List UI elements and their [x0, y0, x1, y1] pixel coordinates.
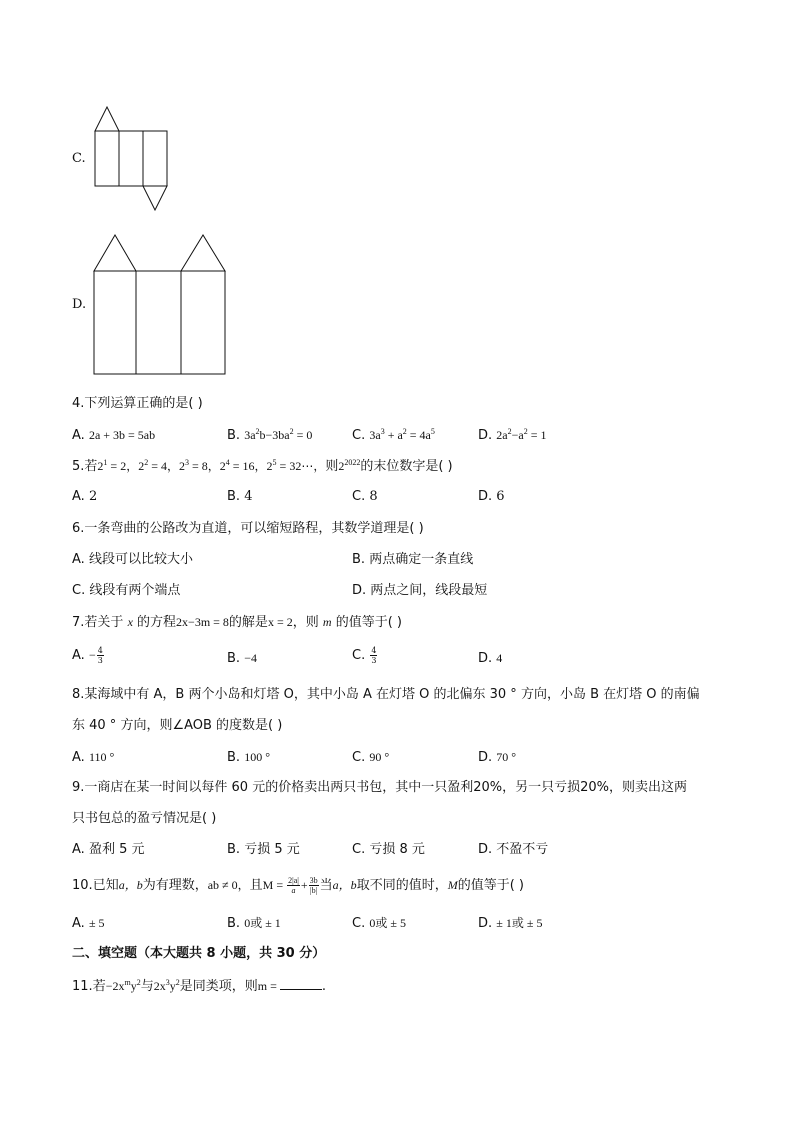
q10-text: 已知 [92, 878, 119, 893]
option-letter: D. [478, 750, 493, 765]
q7-text: 的解是 [228, 615, 268, 630]
q5-stem-suffix: 则$2^{2022}$的末位数字是( ) [325, 458, 453, 474]
option-letter: C. [352, 916, 366, 931]
question-6 [72, 520, 424, 538]
q7-option-b [227, 649, 257, 668]
option-letter: A. [72, 916, 85, 931]
q5-option-c [352, 488, 378, 506]
q7-solution: x = 2 [267, 615, 293, 629]
q11-end: . [321, 979, 326, 994]
q8-option-b [227, 748, 270, 767]
question-10 [72, 876, 524, 895]
q10-option-c [352, 914, 406, 933]
q11-term-1: $-2x^my^2$ [105, 978, 141, 993]
option-letter: B. [227, 916, 241, 931]
option-text: 100 ° [244, 750, 271, 764]
option-text: 8 [369, 489, 378, 504]
option-sign: − [88, 648, 96, 662]
q11-text: 与 [140, 979, 154, 994]
option-text: 两点确定一条直线 [369, 552, 474, 567]
option-letter: A. [72, 552, 85, 567]
q7-option-a [72, 646, 105, 665]
option-letter: C. [72, 583, 86, 598]
option-letter: D. [478, 916, 493, 931]
figure-d-prism-net [92, 233, 232, 378]
q10-text: 且 [249, 878, 263, 893]
question-9-line-1 [72, 779, 687, 797]
option-letter: A. [72, 842, 85, 857]
q10-number: 10. [72, 878, 93, 893]
q8-number: 8. [72, 687, 85, 702]
option-text: 6 [496, 489, 505, 504]
option-text: 0或 ± 1 [244, 916, 281, 930]
fraction: $\frac{4}{3}$ [97, 646, 103, 665]
q5-option-b [227, 488, 252, 506]
q7-var-x: x [127, 615, 133, 629]
q10-option-a [72, 914, 105, 933]
option-letter: B. [227, 428, 241, 443]
option-letter: B. [227, 750, 241, 765]
q9-number: 9. [72, 780, 85, 795]
q11-number: 11. [72, 979, 93, 994]
q10-m-eq: M = [262, 878, 287, 892]
option-letter: A. [72, 750, 85, 765]
option-expr: $3a^2b-3ba^2 = 0$ [244, 427, 313, 442]
q6-stem: 一条弯曲的公路改为直道，可以缩短路程，其数学道理是( ) [84, 521, 424, 536]
q11-answer-prefix: m = [257, 979, 280, 993]
q7-option-c [352, 646, 378, 665]
question-9-line-2 [72, 810, 216, 828]
q10-condition: ab ≠ 0， [207, 878, 250, 892]
option-letter: C. [352, 750, 366, 765]
q6-option-a [72, 551, 193, 569]
question-4 [72, 395, 203, 413]
option-text: 不盈不亏 [496, 842, 549, 857]
q6-option-d [352, 582, 487, 600]
q5-number: 5. [72, 459, 85, 474]
q5-option-d [478, 488, 505, 506]
q4-number: 4. [72, 396, 85, 411]
option-text: 0或 ± 5 [369, 916, 406, 930]
option-c-label: C. [72, 151, 86, 166]
q10-text: 为有理数， [142, 878, 208, 893]
option-text: 亏损 5 元 [244, 842, 300, 857]
q4-option-d [478, 426, 547, 445]
q9-option-d [478, 841, 548, 859]
q8-option-d [478, 748, 516, 767]
option-text: 110 ° [88, 750, 115, 764]
option-letter: B. [352, 552, 366, 567]
q5-stem-prefix: 若 [84, 459, 98, 474]
q10-vars: a，b [332, 878, 357, 892]
question-7 [72, 613, 402, 632]
option-text: 两点之间，线段最短 [370, 583, 488, 598]
figure-c-prism-net [90, 103, 170, 213]
question-8-line-1 [72, 686, 700, 704]
q10-var-m: M [447, 878, 458, 892]
option-letter: A. [72, 648, 85, 663]
option-expr: $2a^2-a^2 = 1$ [496, 427, 547, 442]
q10-option-d [478, 914, 542, 933]
q6-option-b [352, 551, 473, 569]
option-letter: D. [478, 651, 493, 666]
option-text: 90 ° [369, 750, 390, 764]
q7-equation: 2x−3m = 8 [176, 615, 229, 629]
question-8-line-2 [72, 717, 282, 735]
q7-var-m: m [322, 615, 332, 629]
q8-option-c [352, 748, 389, 767]
q9-option-b [227, 841, 300, 859]
q4-option-c [352, 426, 435, 445]
option-text: 4 [244, 489, 253, 504]
q5-option-a [72, 488, 97, 506]
q10-vars: a，b [118, 878, 143, 892]
q7-text: 的值等于( ) [335, 615, 402, 630]
option-text: −4 [244, 651, 257, 665]
q9-stem-line-2: 只书包总的盈亏情况是( ) [72, 811, 217, 826]
q10-text: 取不同的值时， [356, 878, 448, 893]
option-letter: C. [352, 648, 366, 663]
question-5 [72, 457, 453, 476]
q6-option-c [72, 582, 180, 600]
q11-term-2: $2x^3y^2$ [153, 978, 180, 993]
q10-fraction-1: $\frac{2|a|}{a}$ [288, 876, 299, 895]
option-letter: B. [227, 842, 241, 857]
q7-text: 的方程 [137, 615, 177, 630]
option-letter: C. [352, 842, 366, 857]
q4-option-a [72, 426, 155, 445]
option-letter: C. [352, 489, 366, 504]
option-text: 4 [496, 651, 503, 665]
option-letter: C. [352, 428, 366, 443]
option-letter: A. [72, 428, 85, 443]
q7-option-d [478, 649, 502, 668]
option-text: 盈利 5 元 [88, 842, 145, 857]
q7-text: ，则 [292, 615, 319, 630]
section-2-heading: 二、填空题（本大题共 8 小题，共 30 分） [72, 946, 326, 961]
q7-number: 7. [72, 615, 85, 630]
option-text: 线段可以比较大小 [88, 552, 193, 567]
option-text: 线段有两个端点 [89, 583, 181, 598]
option-text: ± 5 [88, 916, 105, 930]
q4-option-b [227, 426, 312, 445]
q9-option-c [352, 841, 425, 859]
option-d-label: D. [72, 297, 87, 312]
q5-powers: $2^1 = 2$，$2^2 = 4$，$2^3 = 8$，$2^4 = 16$，$2^5$ = 32⋯， [97, 458, 326, 473]
option-letter: D. [478, 842, 493, 857]
option-letter: D. [478, 428, 493, 443]
option-letter: B. [227, 651, 241, 666]
q9-option-a [72, 841, 144, 859]
q6-number: 6. [72, 521, 85, 536]
fraction: $\frac{4}{3}$ [371, 646, 377, 665]
q11-text: 是同类项，则 [179, 979, 258, 994]
option-expr: $3a^3 + a^2 = 4a^5$ [369, 427, 435, 442]
option-text: ± 1或 ± 5 [496, 916, 543, 930]
option-letter: D. [352, 583, 367, 598]
q8-stem-line-2: 东 40 ° 方向，则∠AOB 的度数是( ) [72, 718, 283, 733]
q10-text: 当 [319, 878, 333, 893]
q11-text: 若 [92, 979, 106, 994]
q4-stem: 下列运算正确的是( ) [84, 396, 203, 411]
q10-text: 的值等于( ) [457, 878, 524, 893]
option-letter: D. [478, 489, 493, 504]
option-text: 2 [88, 489, 98, 504]
q9-stem-line-1: 一商店在某一时间以每件 60 元的价格卖出两只书包，其中一只盈利20%，另一只亏损20%，则卖出这两 [84, 780, 688, 795]
option-text: 70 ° [496, 750, 517, 764]
q8-option-a [72, 748, 114, 767]
option-text: 亏损 8 元 [369, 842, 425, 857]
option-expr: 2a + 3b = 5ab [88, 428, 156, 442]
q10-plus: + [300, 878, 308, 892]
q10-fraction-2: $\frac{3b}{|b|}$ [309, 876, 318, 895]
q10-option-b [227, 914, 281, 933]
q7-text: 若关于 [84, 615, 124, 630]
option-letter: A. [72, 489, 85, 504]
option-letter: B. [227, 489, 241, 504]
q8-stem-line-1: 某海域中有 A，B 两个小岛和灯塔 O，其中小岛 A 在灯塔 O 的北偏东 30 ° 方向，小岛 B 在灯塔 O 的南偏 [84, 687, 700, 702]
q11-answer-blank[interactable] [280, 977, 322, 990]
question-11 [72, 977, 326, 996]
